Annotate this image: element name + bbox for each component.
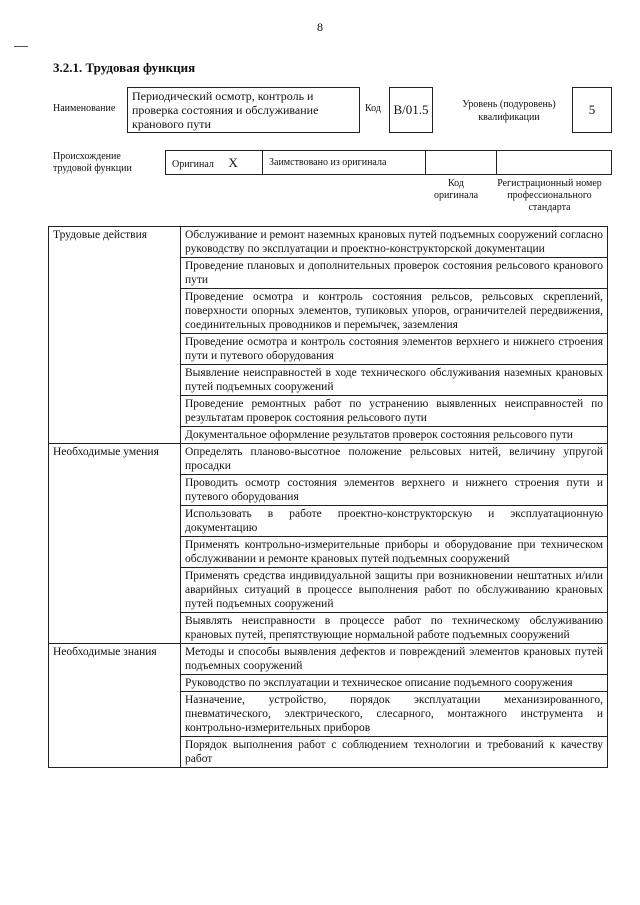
table-cell: Руководство по эксплуатации и техническое описание подъемного сооружения bbox=[181, 675, 608, 692]
table-cell: Проведение осмотра и контроль состояния элементов верхнего и нижнего строения пути и путевого оборудования bbox=[181, 334, 608, 365]
level-value-box: 5 bbox=[572, 87, 612, 133]
origin-table bbox=[165, 150, 612, 175]
table-cell: Порядок выполнения работ с соблюдением технологии и требований к качеству работ bbox=[181, 737, 608, 768]
code-caption: Код оригинала bbox=[433, 178, 479, 201]
table-cell: Документальное оформление результатов проверок состояния рельсового пути bbox=[181, 427, 608, 444]
function-name-box: Периодический осмотр, контроль и проверка состояния и обслуживание кранового пути bbox=[127, 87, 360, 133]
origin-label: Происхождение трудовой функции bbox=[53, 151, 132, 174]
page-number: 8 bbox=[317, 20, 323, 34]
reg-number-cell bbox=[497, 151, 612, 175]
table-cell: Выявление неисправностей в ходе технического обслуживания наземных крановых путей подъемных сооружений bbox=[181, 365, 608, 396]
table-cell: Проведение осмотра и контроль состояния рельсов, рельсовых скреплений, поверхности опорных элементов, тупиковых упоров, ограничителей передвижения, соединительных проводников и перемычек, заземления bbox=[181, 289, 608, 334]
competency-table bbox=[48, 226, 608, 768]
table-cell: Применять средства индивидуальной защиты при возникновении нештатных и/или аварийных ситуаций в процессе выполнения работ по обслуживанию крановых путей подъемных сооружений bbox=[181, 568, 608, 613]
section-label: Необходимые умения bbox=[49, 444, 181, 644]
margin-mark bbox=[14, 46, 28, 47]
table-cell: Определять планово-высотное положение рельсовых нитей, величину упругой просадки bbox=[181, 444, 608, 475]
code-value-box: B/01.5 bbox=[389, 87, 433, 133]
table-cell: Проводить осмотр состояния элементов верхнего и нижнего строения пути и путевого оборудования bbox=[181, 475, 608, 506]
code-label: Код bbox=[365, 103, 381, 114]
table-cell: Обслуживание и ремонт наземных крановых путей подъемных сооружений согласно руководству по эксплуатации и проектно-конструкторской документации bbox=[181, 227, 608, 258]
table-cell: Выявлять неисправности в процессе работ по техническому обслуживанию крановых путей, препятствующие нормальной работе подъемных сооружений bbox=[181, 613, 608, 644]
table-row bbox=[49, 444, 608, 475]
borrowed-cell: Заимствовано из оригинала bbox=[263, 151, 426, 175]
table-cell: Методы и способы выявления дефектов и повреждений элементов крановых путей подъемных сооружений bbox=[181, 644, 608, 675]
section-label: Трудовые действия bbox=[49, 227, 181, 444]
table-row bbox=[49, 227, 608, 258]
original-code-cell bbox=[426, 151, 497, 175]
table-row bbox=[49, 644, 608, 675]
original-cell bbox=[166, 151, 263, 175]
section-label: Необходимые знания bbox=[49, 644, 181, 768]
name-label: Наименование bbox=[53, 103, 116, 114]
table-cell: Назначение, устройство, порядок эксплуатации механизированного, пневматического, электрического, слесарного, монтажного инструмента и контрольно-измерительных приборов bbox=[181, 692, 608, 737]
original-mark: X bbox=[228, 154, 238, 170]
section-title: 3.2.1. Трудовая функция bbox=[53, 60, 196, 75]
original-label: Оригинал bbox=[172, 158, 214, 170]
table-cell: Проведение плановых и дополнительных проверок состояния рельсового кранового пути bbox=[181, 258, 608, 289]
table-cell: Проведение ремонтных работ по устранению выявленных неисправностей по результатам проверок состояния рельсового пути bbox=[181, 396, 608, 427]
level-label: Уровень (подуровень) квалификации bbox=[462, 99, 556, 123]
table-cell: Применять контрольно-измерительные приборы и оборудование при техническом обслуживании и ремонте крановых путей подъемных сооружений bbox=[181, 537, 608, 568]
reg-caption: Регистрационный номер профессионального стандарта bbox=[497, 178, 602, 213]
table-cell: Использовать в работе проектно-конструкторскую и эксплуатационную документацию bbox=[181, 506, 608, 537]
